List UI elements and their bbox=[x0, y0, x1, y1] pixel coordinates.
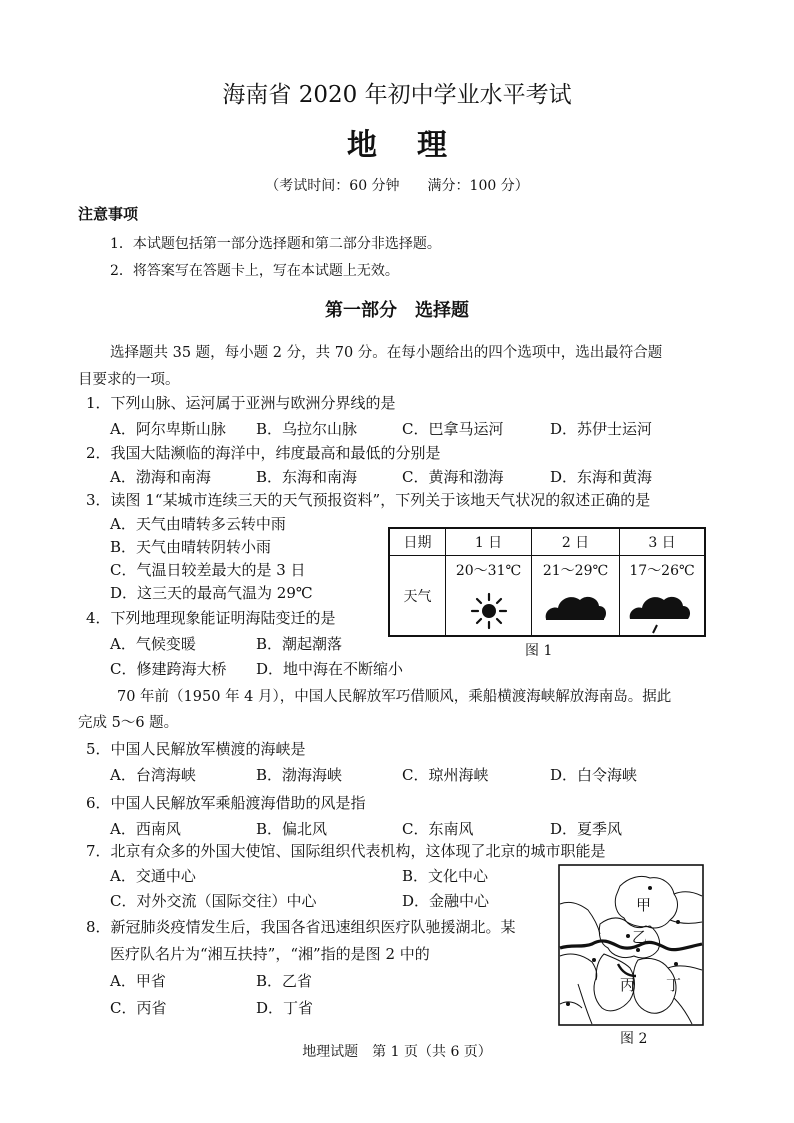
subject-title: 地理 bbox=[347, 128, 487, 163]
part-intro-cont: 目要求的一项。 bbox=[78, 372, 180, 388]
overcast-cloud-icon bbox=[542, 589, 610, 625]
notice-heading: 注意事项 bbox=[78, 205, 139, 223]
option-d: D．这三天的最高气温为 29℃ bbox=[110, 584, 313, 602]
option-b: B．渤海海峡 bbox=[256, 766, 343, 784]
question-stem: 1．下列山脉、运河属于亚洲与欧洲分界线的是 bbox=[86, 394, 396, 412]
part-intro: 选择题共 35 题，每小题 2 分，共 70 分。在每小题给出的四个选项中，选出最符合题 bbox=[110, 345, 663, 361]
map-label-yi: 乙 bbox=[632, 928, 648, 946]
option-d: D．白令海峡 bbox=[550, 766, 638, 784]
option-b: B．天气由晴转阴转小雨 bbox=[110, 538, 272, 556]
option-a: A．台湾海峡 bbox=[110, 766, 196, 784]
question-stem: 4．下列地理现象能证明海陆变迁的是 bbox=[86, 609, 336, 627]
notice-item: 2．将答案写在答题卡上，写在本试题上无效。 bbox=[110, 263, 399, 279]
notice-item: 1．本试题包括第一部分选择题和第二部分非选择题。 bbox=[110, 236, 441, 252]
option-b: B．偏北风 bbox=[256, 820, 328, 838]
exam-meta: （考试时间：60 分钟 满分：100 分） bbox=[265, 178, 529, 194]
figure-caption: 图 2 bbox=[620, 1031, 648, 1047]
reading-passage-cont: 完成 5～6 题。 bbox=[78, 715, 179, 731]
option-c: C．东南风 bbox=[402, 820, 474, 838]
question-stem: 3．读图 1“某城市连续三天的天气预报资料”，下列关于该地天气状况的叙述正确的是 bbox=[86, 491, 651, 509]
question-stem-cont: 医疗队名片为“湘互扶持”，“湘”指的是图 2 中的 bbox=[110, 945, 430, 963]
province-map bbox=[558, 864, 704, 1026]
map-label-jia: 甲 bbox=[636, 896, 652, 914]
question-stem: 2．我国大陆濒临的海洋中，纬度最高和最低的分别是 bbox=[86, 444, 441, 462]
temperature-range: 21～29℃ bbox=[542, 563, 609, 579]
weather-forecast-table bbox=[388, 527, 706, 637]
option-a: A．交通中心 bbox=[110, 867, 196, 885]
option-a: A．气候变暖 bbox=[110, 635, 196, 653]
exam-title: 海南省 2020 年初中学业水平考试 bbox=[222, 82, 572, 108]
sun-icon bbox=[470, 592, 508, 630]
table-row-label: 天气 bbox=[390, 556, 446, 635]
reading-passage: 70 年前（1950 年 4 月），中国人民解放军巧借顺风，乘船横渡海峡解放海南岛。据此 bbox=[117, 689, 672, 705]
table-header-day: 1 日 bbox=[446, 529, 532, 556]
question-stem: 8．新冠肺炎疫情发生后，我国各省迅速组织医疗队驰援湖北。某 bbox=[86, 918, 516, 936]
option-d: D．丁省 bbox=[256, 999, 314, 1017]
province-map-graphic bbox=[558, 864, 704, 1026]
option-c: C．气温日较差最大的是 3 日 bbox=[110, 561, 306, 579]
option-b: B．潮起潮落 bbox=[256, 635, 343, 653]
question-stem: 6．中国人民解放军乘船渡海借助的风是指 bbox=[86, 794, 366, 812]
option-d: D．地中海在不断缩小 bbox=[256, 660, 404, 678]
light-rain-icon bbox=[626, 589, 694, 637]
figure-caption: 图 1 bbox=[525, 643, 553, 659]
option-b: B．乌拉尔山脉 bbox=[256, 420, 358, 438]
question-stem: 7．北京有众多的外国大使馆、国际组织代表机构，这体现了北京的城市职能是 bbox=[86, 842, 606, 860]
option-c: C．丙省 bbox=[110, 999, 167, 1017]
option-d: D．东海和黄海 bbox=[550, 468, 653, 486]
table-header-day: 3 日 bbox=[620, 529, 704, 556]
option-b: B．文化中心 bbox=[402, 867, 489, 885]
option-a: A．甲省 bbox=[110, 972, 166, 990]
table-header-date: 日期 bbox=[390, 529, 446, 556]
question-stem: 5．中国人民解放军横渡的海峡是 bbox=[86, 740, 306, 758]
part-heading: 第一部分 选择题 bbox=[325, 300, 469, 321]
option-c: C．黄海和渤海 bbox=[402, 468, 504, 486]
table-header-day: 2 日 bbox=[532, 529, 620, 556]
page-footer: 地理试题 第 1 页（共 6 页） bbox=[302, 1044, 492, 1060]
option-d: D．夏季风 bbox=[550, 820, 623, 838]
option-c: C．修建跨海大桥 bbox=[110, 660, 227, 678]
map-label-bing: 丙 bbox=[620, 976, 636, 994]
option-a: A．天气由晴转多云转中雨 bbox=[110, 515, 286, 533]
option-a: A．渤海和南海 bbox=[110, 468, 211, 486]
option-c: C．琼州海峡 bbox=[402, 766, 489, 784]
option-d: D．金融中心 bbox=[402, 892, 490, 910]
map-label-ding: 丁 bbox=[666, 976, 682, 994]
option-b: B．乙省 bbox=[256, 972, 313, 990]
option-a: A．阿尔卑斯山脉 bbox=[110, 420, 226, 438]
option-b: B．东海和南海 bbox=[256, 468, 358, 486]
option-d: D．苏伊士运河 bbox=[550, 420, 653, 438]
option-c: C．巴拿马运河 bbox=[402, 420, 504, 438]
option-c: C．对外交流（国际交往）中心 bbox=[110, 892, 317, 910]
temperature-range: 17～26℃ bbox=[629, 563, 695, 579]
temperature-range: 20～31℃ bbox=[455, 563, 522, 579]
option-a: A．西南风 bbox=[110, 820, 181, 838]
